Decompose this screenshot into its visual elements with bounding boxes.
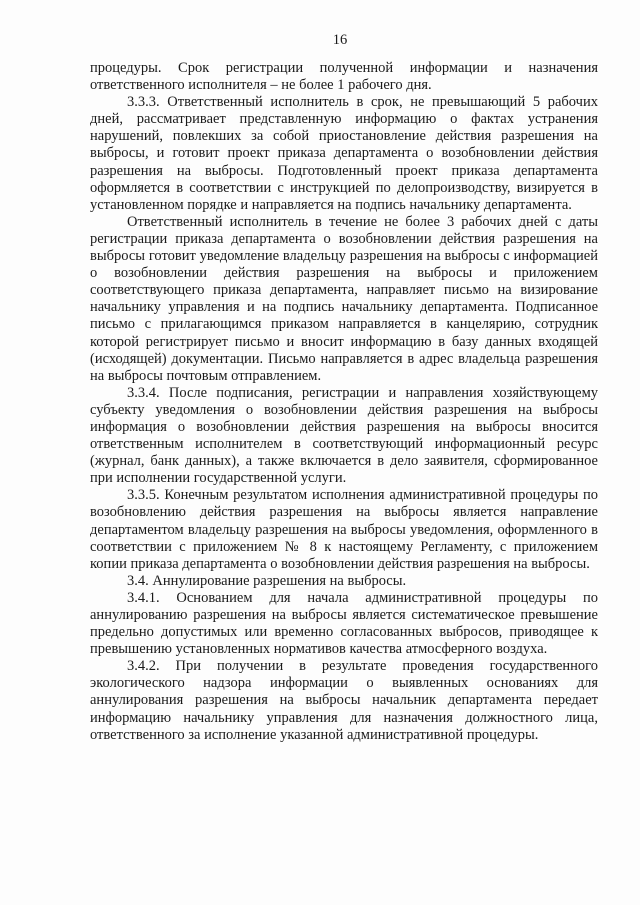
paragraph-continuation: процедуры. Срок регистрации полученной информации и назначения ответственного исполнителя – не более 1 рабочего дня. — [90, 60, 598, 94]
paragraph-3-3-5: 3.3.5. Конечным результатом исполнения административной процедуры по возобновлению действия разрешения на выбросы является направление департаментом владельцу разрешения на выбросы уведомления, оформленного в соответствии с приложением № 8 к настоящему Регламенту, с приложением копии приказа департамента о возобновлении действия разрешения на выбросы. — [90, 487, 598, 572]
page-number: 16 — [332, 32, 348, 48]
paragraph-3-3-4: 3.3.4. После подписания, регистрации и направления хозяйствующему субъекту уведомления о возобновлении действия разрешения на выбросы информация о возобновлении действия разрешения на выбросы вносится ответственным исполнителем в соответствующий информационный ресурс (журнал, банк данных), а также включается в дело заявителя, сформированное при исполнении государственной услуги. — [90, 384, 598, 487]
document-body — [90, 60, 598, 744]
paragraph-3-3-3: 3.3.3. Ответственный исполнитель в срок, не превышающий 5 рабочих дней, рассматривает представленную информацию о фактах устранения нарушений, повлекших за собой приостановление действия разрешения на выбросы, и готовит проект приказа департамента о возобновлении действия разрешения на выбросы. Подготовленный проект приказа департамента оформляется в соответствии с инструкцией по делопроизводству, визируется в установленном порядке и направляется на подпись начальнику департамента. — [90, 94, 598, 213]
section-heading-3-4: 3.4. Аннулирование разрешения на выбросы. — [127, 572, 407, 589]
paragraph-3-4-1: 3.4.1. Основанием для начала административной процедуры по аннулированию разрешения на выбросы является систематическое превышение предельно допустимых или временно согласованных выбросов, приводящее к превышению установленных нормативов качества атмосферного воздуха. — [90, 589, 598, 658]
paragraph-notification: Ответственный исполнитель в течение не более 3 рабочих дней с даты регистрации приказа департамента о возобновлении действия разрешения на выбросы готовит уведомление владельцу разрешения на выбросы с информацией о возобновлении действия разрешения на выбросы и приложением соответствующего приказа департамента, направляет письмо на визирование начальнику управления и на подпись начальнику департамента. Подписанное письмо с прилагающимся приказом направляется в канцелярию, сотрудник которой регистрирует письмо и вносит информацию в базу данных входящей (исходящей) документации. Письмо направляется в адрес владельца разрешения на выбросы почтовым отправлением. — [90, 213, 598, 384]
paragraph-3-4-2: 3.4.2. При получении в результате проведения государственного экологического надзора информации о выявленных основаниях для аннулирования разрешения на выбросы начальник департамента передает информацию начальнику управления для назначения должностного лица, ответственного за исполнение указанной административной процедуры. — [90, 658, 598, 743]
